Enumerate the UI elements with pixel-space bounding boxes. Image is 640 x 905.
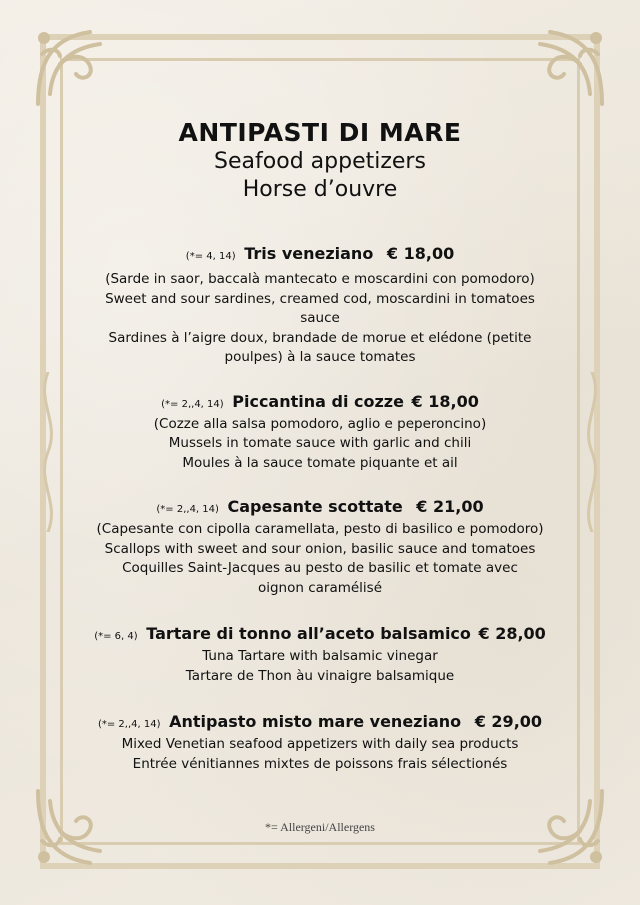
- item-description: Entrée vénitiannes mixtes de poissons frais sélectionés: [132, 755, 508, 772]
- allergen-codes: (*= 2,,4, 14): [156, 504, 219, 515]
- item-description: (Capesante con cipolla caramellata, pesto di basilico e pomodoro): [96, 521, 544, 537]
- item-heading: [70, 244, 570, 267]
- item-description: Sweet and sour sardines, creamed cod, moscardini in tomatoes: [105, 290, 535, 307]
- allergen-codes: (*= 2,,4, 14): [97, 719, 161, 730]
- item-heading: [70, 392, 570, 415]
- item-heading: [70, 624, 570, 647]
- item-price: € 18,00: [411, 391, 479, 411]
- corner-ornament: [520, 24, 610, 114]
- item-name: Tartare di tonno all’aceto balsamico: [146, 624, 471, 643]
- menu-item: [70, 497, 570, 598]
- allergen-footnote: *= Allergeni/Allergens: [265, 820, 375, 834]
- subtitle-french: Horse d’ouvre: [242, 177, 398, 202]
- item-name: Piccantina di cozze: [232, 391, 404, 411]
- item-description: Tuna Tartare with balsamic vinegar: [202, 648, 438, 664]
- item-description: Mussels in tomate sauce with garlic and chili: [168, 435, 472, 451]
- subtitle-english: Seafood appetizers: [214, 149, 426, 174]
- item-description: Mixed Venetian seafood appetizers with daily sea products: [121, 736, 519, 752]
- item-description: Scallops with sweet and sour onion, basilic sauce and tomatoes: [104, 540, 536, 557]
- item-description: Sardines à l’aigre doux, brandade de morue et elédone (petite: [108, 329, 532, 346]
- item-name: Antipasto misto mare veneziano: [169, 712, 462, 731]
- item-price: € 21,00: [416, 497, 484, 516]
- allergen-codes: (*= 4, 14): [185, 251, 236, 262]
- item-description: Coquilles Saint-Jacques au pesto de basilic et tomate avec: [122, 560, 518, 576]
- side-ornament: [578, 372, 606, 532]
- item-description: Moules à la sauce tomate piquante et ail: [182, 454, 458, 471]
- item-price: € 28,00: [478, 624, 546, 643]
- menu-item: [70, 392, 570, 474]
- item-description: (Cozze alla salsa pomodoro, aglio e peperoncino): [153, 415, 487, 432]
- item-name: Capesante scottate: [227, 497, 403, 516]
- allergen-codes: (*= 6, 4): [94, 631, 138, 642]
- item-description: (Sarde in saor, baccalà mantecato e moscardini con pomodoro): [105, 271, 535, 287]
- item-heading: [70, 712, 570, 735]
- item-price: € 29,00: [474, 712, 543, 731]
- item-description: sauce: [300, 310, 340, 326]
- item-description: Tartare de Thon àu vinaigre balsamique: [185, 667, 455, 684]
- side-ornament: [34, 372, 62, 532]
- menu-item: [70, 712, 570, 774]
- menu-content: [70, 118, 570, 774]
- menu-item: [70, 244, 570, 368]
- item-name: Tris veneziano: [244, 244, 374, 263]
- allergen-codes: (*= 2,,4, 14): [161, 398, 224, 410]
- item-description: oignon caramélisé: [257, 579, 383, 596]
- corner-ornament: [30, 24, 120, 114]
- menu-item: [70, 624, 570, 686]
- item-description: poulpes) à la sauce tomates: [224, 349, 416, 365]
- item-heading: [70, 497, 570, 520]
- item-price: € 18,00: [386, 244, 455, 263]
- page-title: ANTIPASTI DI MARE: [178, 118, 462, 147]
